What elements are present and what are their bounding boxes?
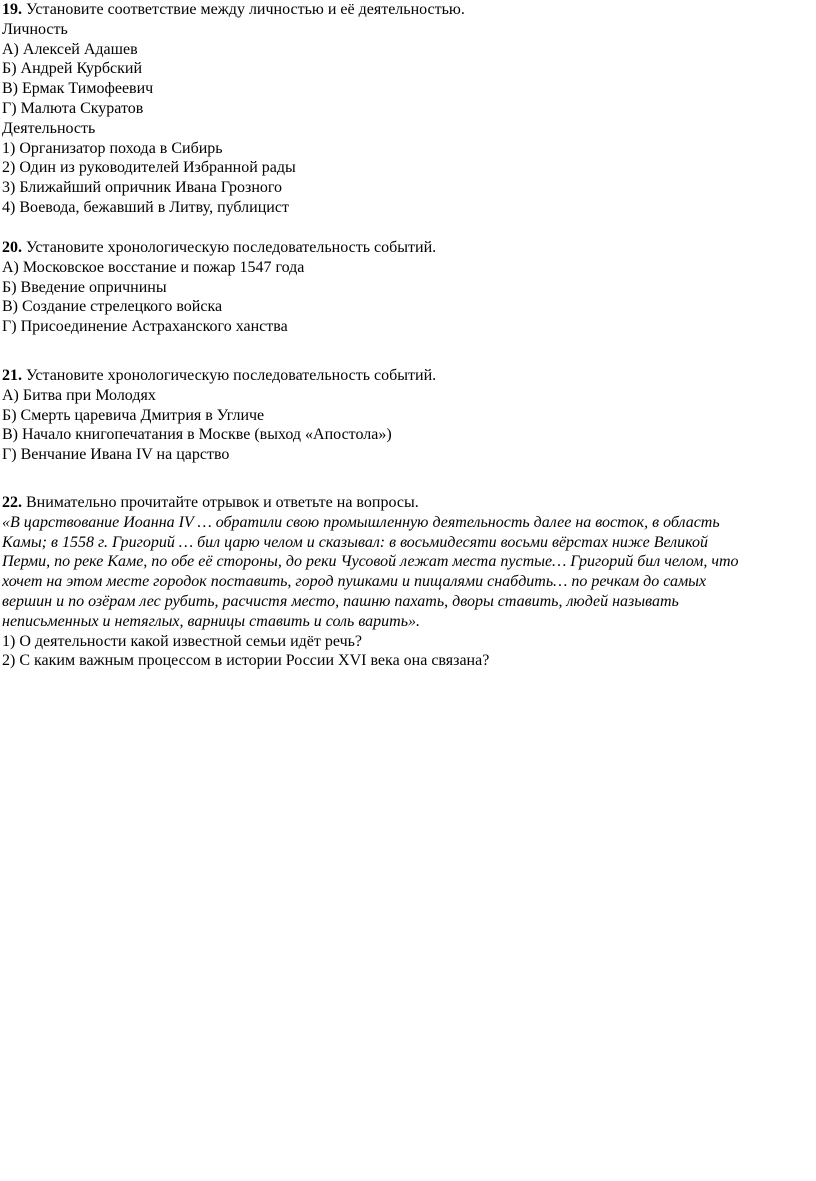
list-item-person-c: В) Ермак Тимофеевич [2, 80, 154, 98]
question-21-prompt-line [2, 366, 814, 386]
question-prompt: Внимательно прочитайте отрывок и ответьте на вопросы. [26, 494, 419, 511]
list-item-person-a: А) Алексей Адашев [2, 40, 138, 58]
list-item-event-c: В) Создание стрелецкого войска [2, 298, 223, 316]
question-number: 21. [2, 367, 22, 384]
question-20 [2, 238, 814, 337]
question-prompt: Установите соответствие между личностью и её деятельностью. [26, 1, 465, 18]
question-21 [2, 366, 814, 465]
list-item-event-a: А) Московское восстание и пожар 1547 года [2, 258, 305, 276]
list-item-activity-3: 3) Ближайший опричник Ивана Грозного [2, 179, 283, 197]
activities-header: Деятельность [2, 119, 96, 137]
list-item-event-d: Г) Присоединение Астраханского ханства [2, 318, 288, 336]
question-number: 19. [2, 1, 22, 18]
list-item-event-a: А) Битва при Молодях [2, 386, 156, 404]
quote-line: «В царствование Иоанна IV … обратили свою промышленную деятельность далее на восток, в область [2, 513, 720, 531]
quote-line: Перми, по реке Каме, по обе её стороны, до реки Чусовой лежат места пустые… Григорий бил челом, что [2, 553, 739, 571]
quote-line: хочет на этом месте городок поставить, город пушками и пищалями снабдить… по речкам до самых [2, 573, 707, 591]
list-item-event-c: В) Начало книгопечатания в Москве (выход «Апостола») [2, 426, 392, 444]
question-number: 22. [2, 494, 22, 511]
quote-line: неписьменных и нетяглых, варницы ставить и соль варить». [2, 612, 420, 630]
list-item-person-b: Б) Андрей Курбский [2, 60, 143, 78]
list-item-person-d: Г) Малюта Скуратов [2, 99, 144, 117]
quote-line: вершин и по озёрам лес рубить, расчистя место, пашню пахать, дворы ставить, людей называть [2, 592, 679, 610]
question-number: 20. [2, 239, 22, 256]
list-item-activity-2: 2) Один из руководителей Избранной рады [2, 159, 296, 177]
question-19-prompt-line [2, 0, 814, 20]
quote-line: Камы; в 1558 г. Григорий … бил царю челом и сказывал: в восьмидесяти восьми вёрстах ниже Великой [2, 533, 709, 551]
question-22-prompt-line [2, 493, 814, 513]
list-item-subquestion-2: 2) С каким важным процессом в истории России XVI века она связана? [2, 652, 490, 670]
question-20-prompt-line [2, 238, 814, 258]
list-item-event-d: Г) Венчание Ивана IV на царство [2, 446, 230, 464]
question-22 [2, 493, 814, 671]
question-prompt: Установите хронологическую последовательность событий. [26, 367, 437, 384]
persons-header: Личность [2, 20, 68, 38]
list-item-activity-1: 1) Организатор похода в Сибирь [2, 139, 223, 157]
question-prompt: Установите хронологическую последовательность событий. [26, 239, 437, 256]
source-quote [2, 513, 814, 632]
question-19 [2, 0, 814, 218]
list-item-activity-4: 4) Воевода, бежавший в Литву, публицист [2, 198, 289, 216]
list-item-event-b: Б) Введение опричнины [2, 278, 167, 296]
list-item-subquestion-1: 1) О деятельности какой известной семьи идёт речь? [2, 632, 363, 650]
list-item-event-b: Б) Смерть царевича Дмитрия в Угличе [2, 406, 265, 424]
